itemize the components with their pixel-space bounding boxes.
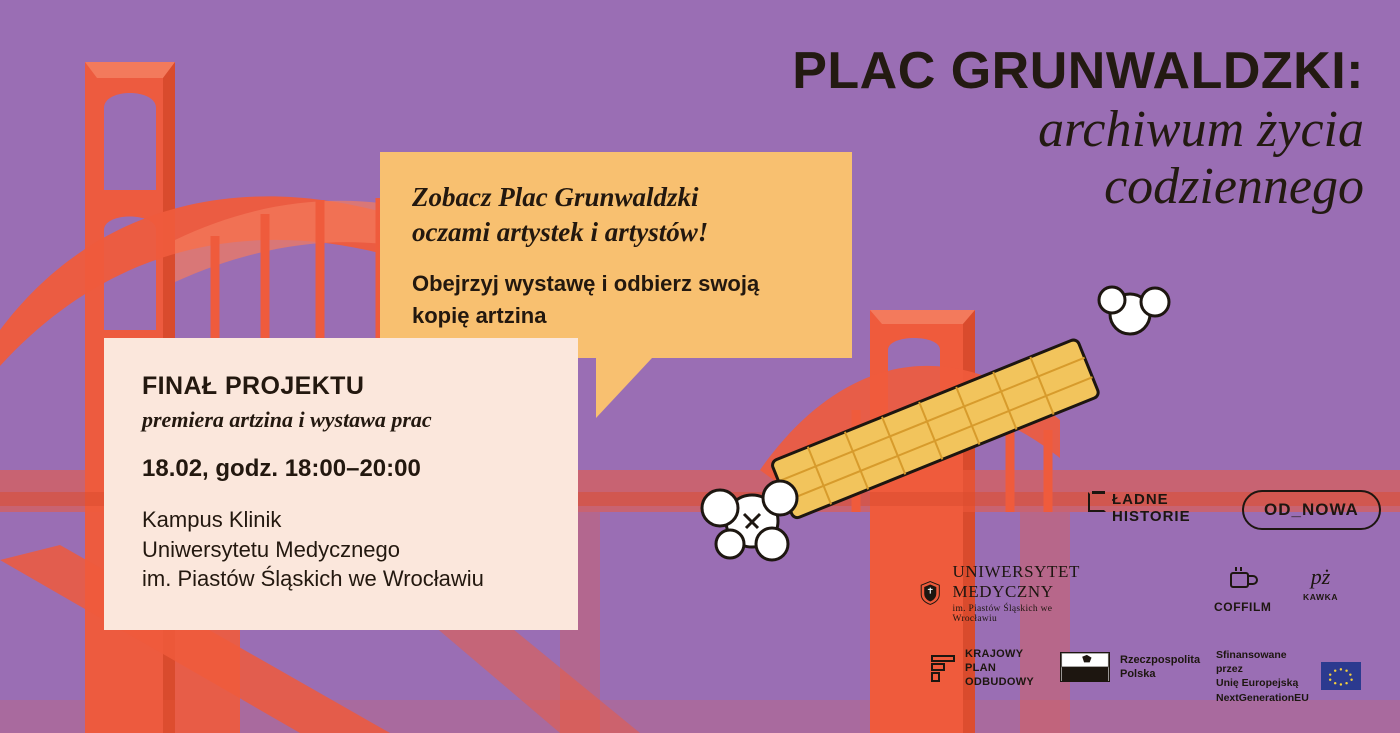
kpo-line1: KRAJOWY	[965, 648, 1024, 660]
title-main: PLAC GRUNWALDZKI:	[792, 42, 1364, 100]
logo-european-union	[1216, 648, 1361, 705]
polish-eagle-flag-icon	[1060, 652, 1110, 682]
coffilm-name: COFFILM	[1214, 600, 1272, 614]
bubble-headline-line1: Zobacz Plac Grunwaldzki	[412, 182, 699, 212]
ladne-historie-line2: HISTORIE	[1112, 507, 1191, 525]
title-subtitle	[792, 101, 1364, 215]
event-venue	[142, 505, 542, 594]
kpo-line3: ODBUDOWY	[965, 675, 1035, 688]
logo-kawka	[1303, 566, 1338, 602]
event-venue-line1: Kampus Klinik	[142, 507, 282, 532]
crest-icon	[920, 573, 941, 613]
umed-subtitle: im. Piastów Śląskich we Wrocławiu	[952, 604, 1053, 624]
poster-title	[792, 44, 1364, 215]
eu-line1: Sfinansowane przez	[1216, 649, 1287, 676]
bubble-headline-line2: oczami artystek i artystów!	[412, 217, 709, 248]
kawka-name: KAWKA	[1303, 592, 1339, 602]
rp-line1: Rzeczpospolita	[1120, 653, 1201, 666]
eu-line2: Unię Europejską	[1216, 677, 1299, 690]
ladne-historie-line1: ŁADNE	[1112, 491, 1169, 508]
umed-name: UNIWERSYTET MEDYCZNY	[952, 562, 1080, 601]
kpo-steps-icon	[930, 655, 956, 683]
bracket-icon	[1088, 492, 1106, 512]
logo-krajowy-plan-odbudowy	[930, 648, 1034, 689]
logo-coffilm	[1214, 566, 1272, 614]
event-date: 18.02, godz. 18:00–20:00	[142, 455, 421, 482]
event-venue-line3: im. Piastów Śląskich we Wrocławiu	[142, 566, 484, 592]
bubble-headline	[412, 180, 822, 250]
speech-bubble	[380, 152, 852, 358]
rp-line2: Polska	[1120, 668, 1156, 680]
kawka-mark: pż	[1310, 564, 1331, 589]
logo-od-nowa	[1242, 490, 1381, 530]
eu-flag-icon	[1321, 662, 1361, 690]
title-subtitle-line2: codziennego	[1104, 158, 1364, 216]
coffee-cup-icon	[1225, 566, 1261, 590]
logo-rzeczpospolita-polska	[1060, 652, 1200, 682]
eu-line3: NextGenerationEU	[1216, 691, 1309, 704]
event-subtitle: premiera artzina i wystawa prac	[142, 407, 432, 432]
speech-bubble-tail	[596, 358, 652, 418]
bubble-body-line1: Obejrzyj wystawę i odbierz swoją	[412, 271, 760, 297]
event-venue-line2: Uniwersytetu Medycznego	[142, 536, 401, 562]
event-title: FINAŁ PROJEKTU	[142, 372, 365, 400]
bubble-body	[412, 268, 822, 332]
bubble-body-line2: kopię artzina	[412, 303, 547, 329]
logo-umed	[920, 562, 1093, 624]
logo-ladne-historie	[1112, 492, 1191, 525]
od-nowa-label: OD_NOWA	[1264, 500, 1359, 519]
event-info-card	[104, 338, 578, 630]
title-subtitle-line1: archiwum życia	[1038, 101, 1364, 159]
kpo-line2: PLAN	[965, 661, 997, 674]
